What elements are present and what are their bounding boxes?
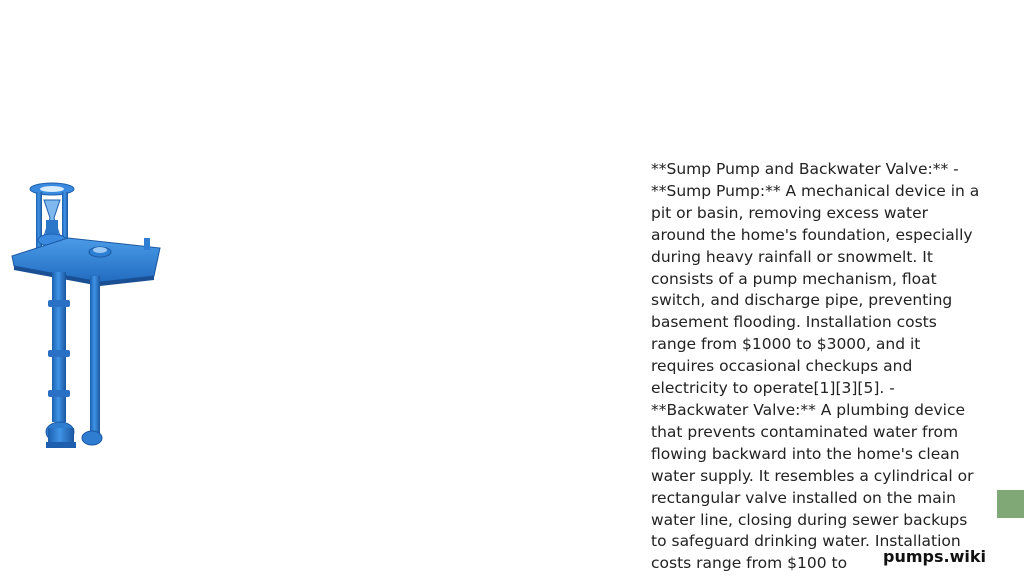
accent-square [997,490,1024,518]
site-watermark: pumps.wiki [883,547,986,566]
article-text: **Sump Pump and Backwater Valve:** - **Sump Pump:** A mechanical device in a pit or basin, removing excess water around the home's foundation, especially during heavy rainfall or snowmelt. It consists of a pump mechanism, float switch, and discharge pipe, preventing basement flooding. Installation costs range from $1000 to $3000, and it requires occasional checkups and electricity to operate[1][3][5]. - **Backwater Valve:** A plumbing device that prevents contaminated water from flowing backward into the home's clean water supply. It resembles a cylindrical or rectangular valve installed on the main water line, closing during sewer backups to safeguard drinking water. Installation costs range from $100 to [651,160,980,573]
sump-pump-image [8,180,168,455]
sump-pump-illustration [8,180,168,455]
